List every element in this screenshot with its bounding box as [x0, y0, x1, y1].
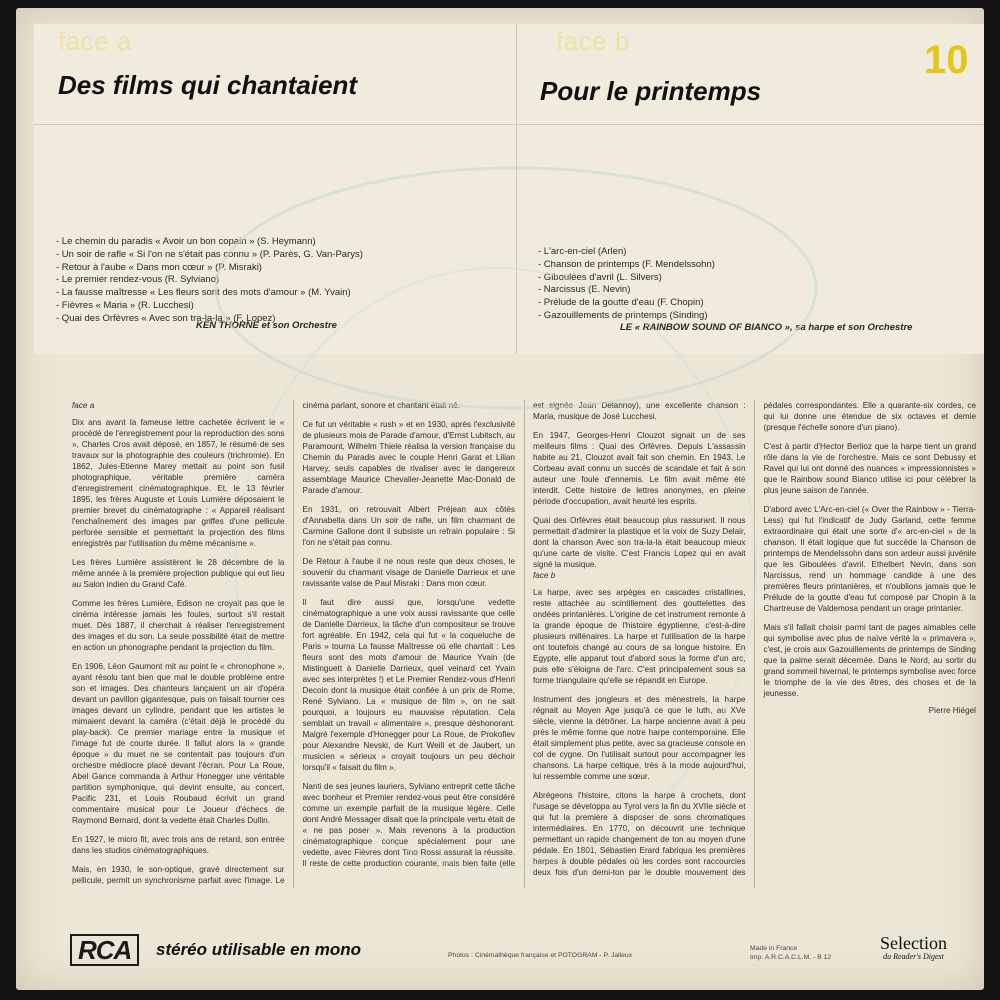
- track-item: - Giboulées d'avril (L. Silvers): [538, 271, 662, 283]
- track-item: - Quai des Orfèvres « Avec son tra-la-la » (F. Lopez): [56, 312, 276, 324]
- liner-paragraph: Mais, en 1930, le son-optique, gravé directement sur pellicule, permit un synchronisme parfait avec l'image. Le cinéma parlant, sonore et chantant était né.: [72, 401, 460, 885]
- track-item: - Gazouillements de printemps (Sinding): [538, 309, 708, 321]
- photo-credits: Photos : Cinémathèque française et POTOGRAM - P. Jalleux: [448, 952, 633, 959]
- liner-paragraph: D'abord avec L'Arc-en-ciel (« Over the Rainbow » - Tierra-Less) qui fut l'indicatif de Judy Garland, cette femme extraordinaire qui était une sorte d'« arc-en-ciel » de la chanson. Il était logique que fut succède la Chanson de printemps de Mendelssohn dans son ardeur aussi juvénile que les Giboulées d'avril. Ethelbert Nevin, dans son Narcissus, rend un hommage candide à une des premières fleurs printanières, et n'oublions jamais que le Prélude de la goutte d'eau fut composé par Chopin à la Chartreuse de Valdemosa pendant un orage printanier.: [763, 505, 976, 613]
- publisher-name: Selection: [880, 933, 947, 953]
- liner-paragraph: Nanti de ses jeunes lauriers, Sylviano entreprit cette tâche avec bonheur et Premier rendez-vous peut être considéré comme un exemple parfait de la musique légère. Celle dont André Messager disait que la principale vertu était de « ne pas poser ». Mais revenons à la production cinématographique conçue spécialement pour une vedette, avec Fièvres dont Tino Rossi assurait la réussite. Il reste de cette production courante, mais bien faite (elle est signée Jean Delannoy), une excellente chanson : Maria, musique de José Lucchesi.: [302, 401, 746, 868]
- track-item: - Le chemin du paradis « Avoir un bon copain » (S. Heymann): [56, 236, 316, 247]
- printing-info: [750, 944, 831, 962]
- side-a-tracklist: [56, 236, 363, 326]
- title-rule: [34, 124, 984, 125]
- liner-paragraph: En 1947, Georges-Henri Clouzot signait un de ses meilleurs films : Quai des Orfèvres. Depuis L'assassin habite au 21, Clouzot avait fait son chemin. En 1943, Le Corbeau avait connu un succès de scandale et fait à son auteur une foule d'ennemis. Le film avait même été interdit. Cette histoire de lettres anonymes, en pleine période d'occupation, avait heurté les esprits.: [533, 431, 746, 506]
- face-a-label: face a: [58, 26, 132, 56]
- liner-paragraph: Il faut dire aussi que, lorsqu'une vedette cinématographique a une voix aussi ravissante que celle de Danielle Darrieux, la tâche d'un compositeur se trouve fort agréable. En 1942, cela qui fut « la coqueluche de Paris » tourna La fausse Maîtresse où elle chantait : Les fleurs sont des mots d'amour de Maurice Yvain (de Mistinguett à Danielle Darrieux, quel veinard cet Yvain avec ses interprètes !) et Le Premier Rendez-vous d'Henri Decoin dont la musique était confiée à un prix de Rome, René Sylviano. La « musique de film », on ne sait pourquoi, a toujours eu mauvaise réputation. Cela semblait un travail « alimentaire », presque déshonorant. Malgré l'exemple d'Honegger pour La Roue, de Prokofiev pour Alexandre Nevski, de Kurt Weill et de Jaubert, un musicien « sérieux » croyait toujours un peu déchoir lorsqu'il « faisait du film ».: [302, 598, 515, 772]
- publisher-subname: du Reader's Digest: [883, 952, 944, 961]
- side-b-title: Pour le printemps: [540, 76, 762, 106]
- track-item: - Retour à l'aube « Dans mon cœur » (P. Misraki): [56, 261, 262, 273]
- side-a-performer: KEN THORNE et son Orchestre: [196, 320, 337, 331]
- liner-paragraph: Comme les frères Lumière, Edison ne croyait pas que le cinéma intéresse jamais les foules, surtout s'il restait muet. Dès 1887, il cherchait à réaliser l'enregistrement des images et du son. La seule possibilité était de mettre en action un phonographe pendant la projection du film.: [72, 599, 285, 652]
- publisher-logo: [880, 934, 947, 961]
- liner-paragraph: Quai des Orfèvres était beaucoup plus rassurant. Il nous permettait d'admirer la plastique et la voix de Suzy Delair, dont la chanson Avec son tra-la-la était beaucoup mieux qu'une carte de visite. C'est Francis Lopez qui en avait signé la musique.: [533, 516, 746, 569]
- liner-section-a-label: face a: [72, 401, 95, 410]
- liner-paragraph: De Retour à l'aube il ne nous reste que deux choses, le souvenir du charmant visage de Danielle Darrieux et une ravissante valse de Paul Misraki : Dans mon cœur.: [302, 557, 515, 588]
- face-b-label: face b: [556, 26, 630, 56]
- track-item: - La fausse maîtresse « Les fleurs sont des mots d'amour » (M. Yvain): [56, 287, 351, 299]
- side-b-performer: LE « RAINBOW SOUND OF BIANCO », sa harpe et son Orchestre: [620, 322, 913, 333]
- liner-paragraph: Abrégeons l'histoire, citons la harpe à crochets, dont l'usage se développa au Tyrol vers la fin du XVIIe siècle et qui fut la première à disposer de sons chromatiques intermédiaires. En 1770, on découvrit une technique permettant un rapide changement de ton au moyen d'une pédale. En 1801, Sébastien Erard fabriqua les premières harpes à double pédales où les cordes sont raccourcies deux fois d'un demi-ton par le double mouvement des pédales correspondantes. Elle a quarante-six cordes, ce qui lui donne une étendue de six octaves et demie (presque l'échelle sonore d'un piano).: [533, 401, 976, 877]
- track-item: - Un soir de rafle « Si l'on ne s'était pas connu » (P. Parès, G. Van-Parys): [56, 248, 363, 260]
- track-item: - L'arc-en-ciel (Arlen): [538, 246, 627, 257]
- liner-paragraph: La harpe, avec ses arpèges en cascades cristallines, reste attachée au scintillement des gouttelettes des ondées printanières. L'origine de cet instrument remonte à la grande époque de l'histoire égyptienne, c'est-à-dire plusieurs millénaires. La harpe et l'utilisation de la harpe ont toutefois changé au cours de sa longue histoire. En Egypte, elle apparut tout d'abord sous la forme d'un arc, puis elle s'éloigna de l'arc. C'est principalement sous sa forme triangulaire qu'elle se répandit en Europe.: [533, 588, 746, 685]
- made-in-line: Made in France: [750, 945, 798, 952]
- liner-notes: [72, 400, 976, 888]
- side-a-title: Des films qui chantaient: [58, 70, 358, 100]
- liner-paragraph: Mais s'il fallait choisir parmi tant de pages aimables celle qui symbolise avec plus de naïve vérité la « primavera », c'est, je crois aux Gazouillements de printemps de Sinding que la palme serait décernée. Dans le Nord, au sortir du grand sommeil hivernal, le printemps symbolise avec force le triomphe de la vie des êtres, des choses et de la jeunesse.: [763, 623, 977, 698]
- liner-paragraph: En 1927, le micro fit, avec trois ans de retard, son entrée dans les studios cinématographiques.: [72, 835, 285, 855]
- side-divider: [516, 24, 517, 354]
- liner-signature: Pierre Hiégel: [928, 706, 976, 715]
- record-number: 10: [924, 38, 969, 82]
- track-item: - Le premier rendez-vous (R. Sylviano): [56, 274, 220, 286]
- track-item: - Prélude de la goutte d'eau (F. Chopin): [538, 297, 704, 309]
- liner-paragraph: Dix ans avant la fameuse lettre cachetée écrivent le « procédé de l'enregistrement pour la reproduction des sons », Charles Cros avait déposé, en 1857, le résumé de ses travaux sur la photographie des couleurs (trichromie). En 1862, Jules-Etienne Marey mettait au point son fusil photographique, véritable première caméra d'enregistrement cinématographique. Et, le 13 février 1895, les frères Auguste et Louis Lumière déposaient le premier brevet du cinématographe : « Appareil réalisant l'enchaînement des images par griffes d'une pellicule perforée sensible et permettant la projection des films enregistrés par l'utilisation du même mécanisme ».: [72, 418, 285, 548]
- liner-paragraph: C'est à partir d'Hector Berlioz que la harpe tient un grand rôle dans la vie de l'orchestre. Mais ce sont Debussy et Ravel qui lui ont donné des nuances « impressionnistes » que le Rainbow sound Bianco utilise ici pour célébrer la plus jeune saison de l'année.: [763, 442, 976, 495]
- liner-paragraph: En 1931, on retrouvait Albert Préjean aux côtés d'Annabella dans Un soir de rafle, un film charmant de Carmine Gallone dont il subsiste un refrain populaire : Si l'on ne s'était pas connu.: [302, 505, 515, 547]
- track-item: - Chanson de printemps (F. Mendelssohn): [538, 258, 715, 270]
- liner-paragraph: Instrument des jongleurs et des ménestrels, la harpe régnait au Moyen Age jusqu'à ce que le luth, au XVe siècle, vienne la détrôner. La harpe ancienne avait à peu près le même forme que notre harpe contemporaine. Elle était simplement plus petite, avec sa gracieuse console en col de cygne. On l'utilisait surtout pour accompagner les chansons. La harpe celtique, très à la mode aujourd'hui, lui ressemble comme une sœur.: [533, 695, 746, 781]
- track-item: - Narcissus (E. Nevin): [538, 284, 631, 296]
- rca-logo: RCA: [70, 934, 139, 966]
- side-b-tracklist: [538, 246, 715, 323]
- stereo-notice: stéréo utilisable en mono: [156, 940, 361, 959]
- liner-section-b-label: face b: [533, 571, 556, 580]
- liner-paragraph: Les frères Lumière assistèrent le 28 décembre de la même année à la première projection publique qui eut lieu au Salon indien du Grand Café.: [72, 558, 285, 589]
- liner-paragraph: En 1906, Léon Gaumont mit au point le « chronophone », ayant résolu tant bien que mal le double problème entre son et images. Des chanteurs lançaient un air d'opéra devant un pavillon gigantesque, puis on faisait tourner ces images devant un cylindre, pendant que les artistes le mimaient devant la caméra (c'était déjà le procédé du play-back). Ce premier mariage entre la musique et l'image fut de courte durée. Il fallut alors la « grande époque » du muet ne se contentait pas toujours d'un orchestre médiocre placé devant l'écran. Pour La Roue, Abel Gance commanda à Arthur Honegger une véritable partition symphonique, qui devint ensuite, au concert, Pacific 231, et Louis Roubaud écrivit un grand commentaire musical pour Le Joueur d'échecs de Raymond Bernard, dont la vedette était Charles Dullin.: [72, 662, 285, 825]
- printer-line: Imp. A.R.C.A.C.L.M. - B 12: [750, 954, 832, 961]
- record-sleeve-back: [16, 8, 984, 990]
- liner-paragraph: Ce fut un véritable « rush » et en 1930, après l'exclusivité de plusieurs mois de Parade d'amour, d'Ernst Lubitsch, au Paramount, Wilhelm Thiele réalisa la version française du Chemin du Paradis avec le couple Henri Garat et Lilian Harvey, seuls capables de rivaliser avec le dangereux assemblage Maurice Chevalier-Jeanette Mac-Donald de Parade d'amour.: [302, 420, 515, 495]
- track-item: - Fièvres « Maria » (R. Lucchesi): [56, 299, 194, 311]
